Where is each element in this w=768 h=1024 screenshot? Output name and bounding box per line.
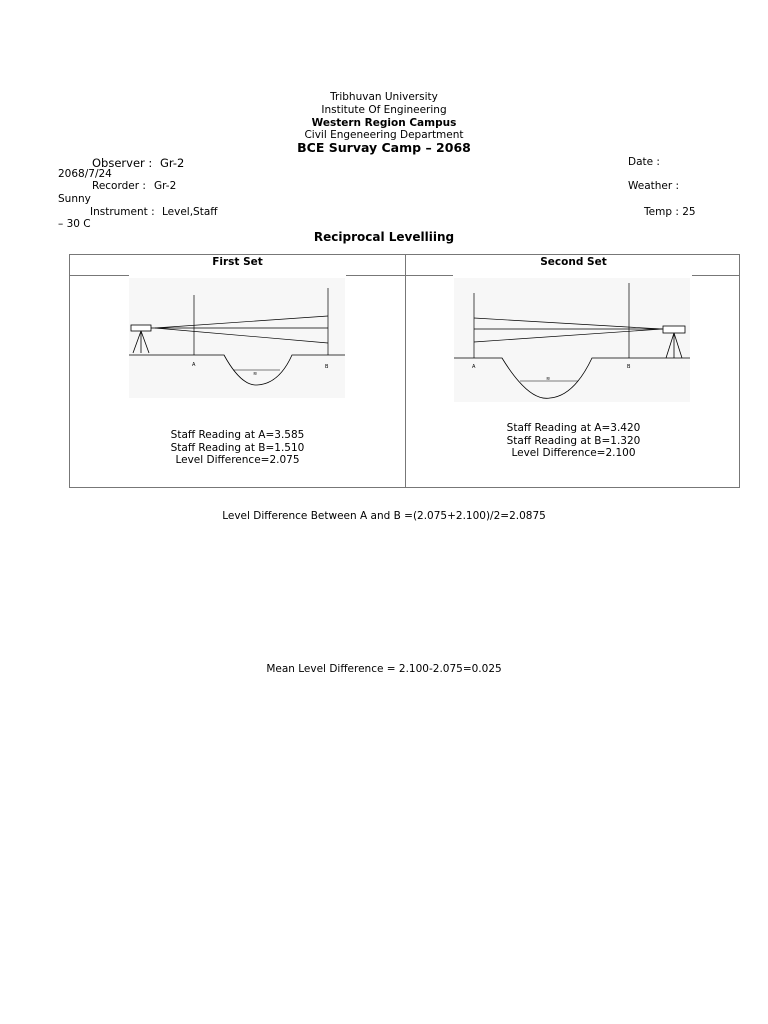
- first-set-readings: [70, 429, 405, 467]
- level-difference-between-a-b: Level Difference Between A and B =(2.075+2.100)/2=2.0875: [222, 510, 546, 522]
- water-symbol: ≋: [546, 376, 551, 382]
- first-set-diagram: [129, 278, 345, 398]
- instrument-value: Level,Staff: [162, 206, 218, 218]
- first-set-heading: First Set: [212, 256, 263, 268]
- page-title: Reciprocal Levelliing: [313, 230, 455, 244]
- observer-label: Observer :: [92, 156, 153, 170]
- second-set-heading-rule-right: [692, 275, 739, 276]
- second-set-readings: [406, 422, 741, 460]
- level-instrument-icon: [663, 326, 685, 333]
- second-set-heading-rule-left: [406, 275, 453, 276]
- recorder-label: Recorder :: [92, 180, 146, 192]
- water-symbol: ≋: [253, 371, 258, 377]
- institute-name: Institute Of Engineering: [321, 104, 447, 116]
- second-set-heading: Second Set: [540, 256, 607, 268]
- date-value: 2068/7/24: [58, 168, 112, 180]
- campus-name: Western Region Campus: [311, 117, 457, 129]
- reciprocal-levelling-table: [69, 254, 740, 488]
- second-set-level-difference: Level Difference=2.100: [511, 447, 636, 459]
- mean-level-difference: Mean Level Difference = 2.100-2.075=0.025: [266, 663, 502, 675]
- temp-label: Temp : 25: [644, 206, 696, 218]
- recorder-value: Gr-2: [154, 180, 177, 192]
- weather-value: Sunny: [58, 193, 91, 205]
- second-set-reading-a: Staff Reading at A=3.420: [506, 422, 641, 434]
- first-set-reading-a: Staff Reading at A=3.585: [170, 429, 305, 441]
- point-a-label: A: [192, 362, 196, 368]
- point-b-label: B: [627, 364, 631, 370]
- camp-title: BCE Survay Camp – 2068: [297, 140, 471, 155]
- weather-label: Weather :: [628, 180, 680, 192]
- first-set-reading-b: Staff Reading at B=1.510: [170, 441, 305, 454]
- first-set-heading-rule-left: [70, 275, 129, 276]
- instrument-label: Instrument :: [90, 206, 155, 218]
- first-set-level-difference: Level Difference=2.075: [175, 454, 300, 466]
- point-b-label: B: [325, 364, 329, 370]
- temp-value: – 30 C: [58, 218, 91, 230]
- level-instrument-icon: [131, 325, 151, 331]
- observer-value: Gr-2: [160, 156, 185, 170]
- date-label: Date :: [628, 156, 660, 168]
- first-set-heading-rule-right: [346, 275, 405, 276]
- university-name: Tribhuvan University: [330, 91, 438, 103]
- second-set-diagram: [454, 278, 690, 402]
- department-name: Civil Engeneering Department: [304, 129, 464, 141]
- point-a-label: A: [472, 364, 476, 370]
- second-set-reading-b: Staff Reading at B=1.320: [506, 434, 641, 447]
